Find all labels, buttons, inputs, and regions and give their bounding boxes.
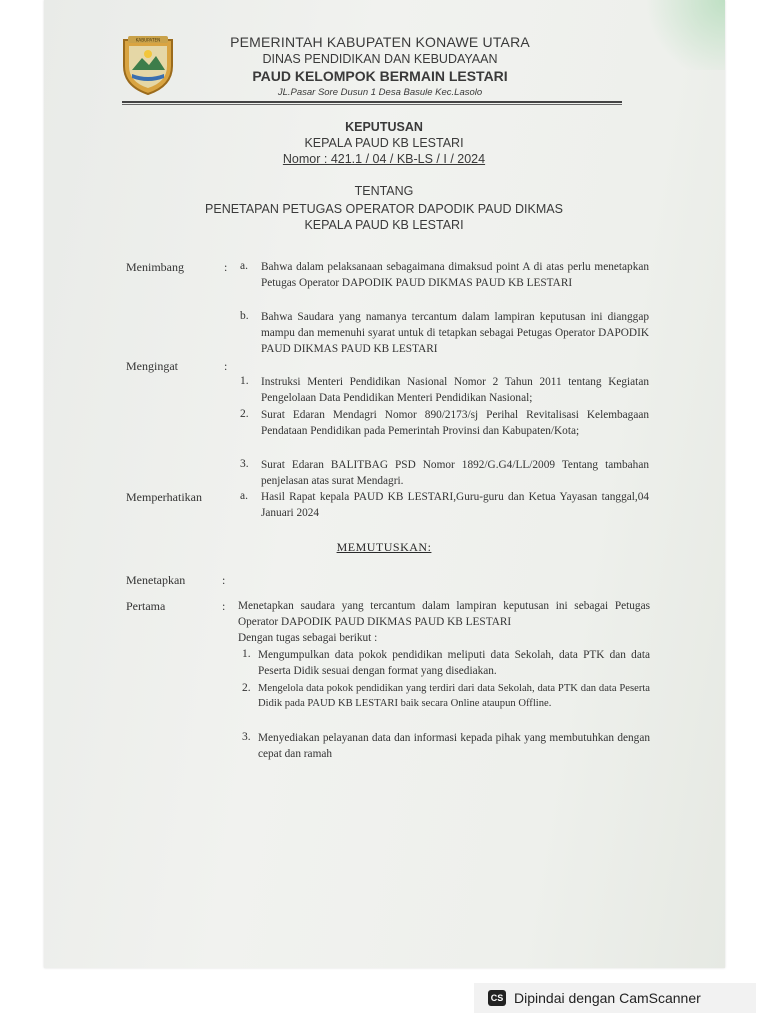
letterhead-address: JL.Pasar Sore Dusun 1 Desa Basule Kec.Lasolo	[277, 87, 483, 98]
letterhead-government: PEMERINTAH KABUPATEN KONAWE UTARA	[230, 34, 530, 50]
paper-corner-shadow	[635, 0, 725, 70]
menimbang-label: Menimbang	[126, 260, 184, 274]
letterhead-department: DINAS PENDIDIKAN DAN KEBUDAYAAN	[262, 52, 498, 66]
camscanner-label: Dipindai dengan CamScanner	[514, 990, 701, 1006]
decree-issuer: KEPALA PAUD KB LESTARI	[304, 136, 464, 150]
pertama-label: Pertama	[126, 599, 166, 613]
menimbang-item-b: Bahwa Saudara yang namanya tercantum dalam lampiran keputusan ini dianggap mampu dan memenuhi syarat untuk di tetapkan sebagai Petugas Operator DAPODIK PAUD DIKMAS PAUD KB LESTARI	[261, 311, 649, 355]
pertama-task-2: Mengelola data pokok pendidikan yang terdiri dari data Sekolah, data PTK dan data Peserta Didik pada PAUD KB LESTARI baik secara Online ataupun Offline.	[258, 683, 650, 709]
menimbang-colon: :	[224, 260, 228, 274]
pertama-intro: Menetapkan saudara yang tercantum dalam lampiran keputusan ini sebagai Petugas Operator DAPODIK PAUD DIKMAS PAUD KB LESTARI	[238, 600, 650, 628]
mengingat-item-3: Surat Edaran BALITBAG PSD Nomor 1892/G.G4/LL/2009 Tentang tambahan penjelasan atas surat Mendagri.	[261, 459, 649, 487]
mengingat-marker-3: 3.	[240, 458, 249, 470]
camscanner-watermark	[474, 983, 756, 1013]
pertama-task-1: Mengumpulkan data pokok pendidikan meliputi data Sekolah, data PTK dan data Peserta Didik sesuai dengan format yang disediakan.	[258, 649, 650, 677]
menetapkan-label: Menetapkan	[126, 573, 186, 587]
letterhead-divider-thick	[122, 101, 622, 103]
decree-subject-line1: PENETAPAN PETUGAS OPERATOR DAPODIK PAUD DIKMAS	[205, 202, 563, 216]
menimbang-marker-a: a.	[240, 260, 248, 272]
mengingat-item-1: Instruksi Menteri Pendidikan Nasional Nomor 2 Tahun 2011 tentang Kegiatan Pengelolaan Data Pendidikan Menteri Pendidikan Nasional;	[261, 376, 649, 404]
mengingat-marker-1: 1.	[240, 375, 249, 387]
pertama-colon: :	[222, 599, 226, 613]
memutuskan-heading: MEMUTUSKAN:	[336, 540, 432, 554]
menimbang-item-a: Bahwa dalam pelaksanaan sebagaimana dimaksud point A di atas perlu menetapkan Petugas Operator DAPODIK PAUD DIKMAS PAUD KB LESTARI	[261, 261, 649, 289]
memperhatikan-marker: a.	[240, 490, 248, 502]
mengingat-marker-2: 2.	[240, 408, 249, 420]
memperhatikan-label: Memperhatikan	[126, 490, 202, 504]
camscanner-icon: CS	[488, 990, 506, 1006]
letterhead	[190, 34, 570, 98]
decree-title: KEPUTUSAN	[345, 120, 423, 134]
decree-about-label: TENTANG	[354, 184, 414, 198]
pertama-marker-1: 1.	[242, 648, 251, 660]
letterhead-institution: PAUD KELOMPOK BERMAIN LESTARI	[252, 68, 508, 84]
menetapkan-colon: :	[222, 573, 226, 587]
pertama-marker-2: 2.	[242, 682, 251, 694]
menimbang-marker-b: b.	[240, 310, 249, 322]
pertama-intro-tasks: Dengan tugas sebagai berikut :	[238, 632, 378, 644]
regency-emblem-logo	[118, 32, 178, 96]
pertama-task-3: Menyediakan pelayanan data dan informasi kepada pihak yang membutuhkan dengan cepat dan ramah	[258, 732, 650, 760]
decree-number: Nomor : 421.1 / 04 / KB-LS / I / 2024	[282, 152, 486, 166]
mengingat-colon: :	[224, 359, 228, 373]
decree-subject-line2: KEPALA PAUD KB LESTARI	[304, 218, 464, 232]
svg-text:KABUPATEN: KABUPATEN	[135, 37, 161, 43]
memperhatikan-item: Hasil Rapat kepala PAUD KB LESTARI,Guru-guru dan Ketua Yayasan tanggal,04 Januari 2024	[261, 491, 649, 519]
mengingat-item-2: Surat Edaran Mendagri Nomor 890/2173/sj Perihal Revitalisasi Kelembagaan Pendataan Pendidikan pada Pemerintah Provinsi dan Kabupaten/Kota;	[261, 409, 649, 437]
pertama-marker-3: 3.	[242, 731, 251, 743]
mengingat-label: Mengingat	[126, 359, 178, 373]
letterhead-divider-thin	[122, 104, 622, 105]
